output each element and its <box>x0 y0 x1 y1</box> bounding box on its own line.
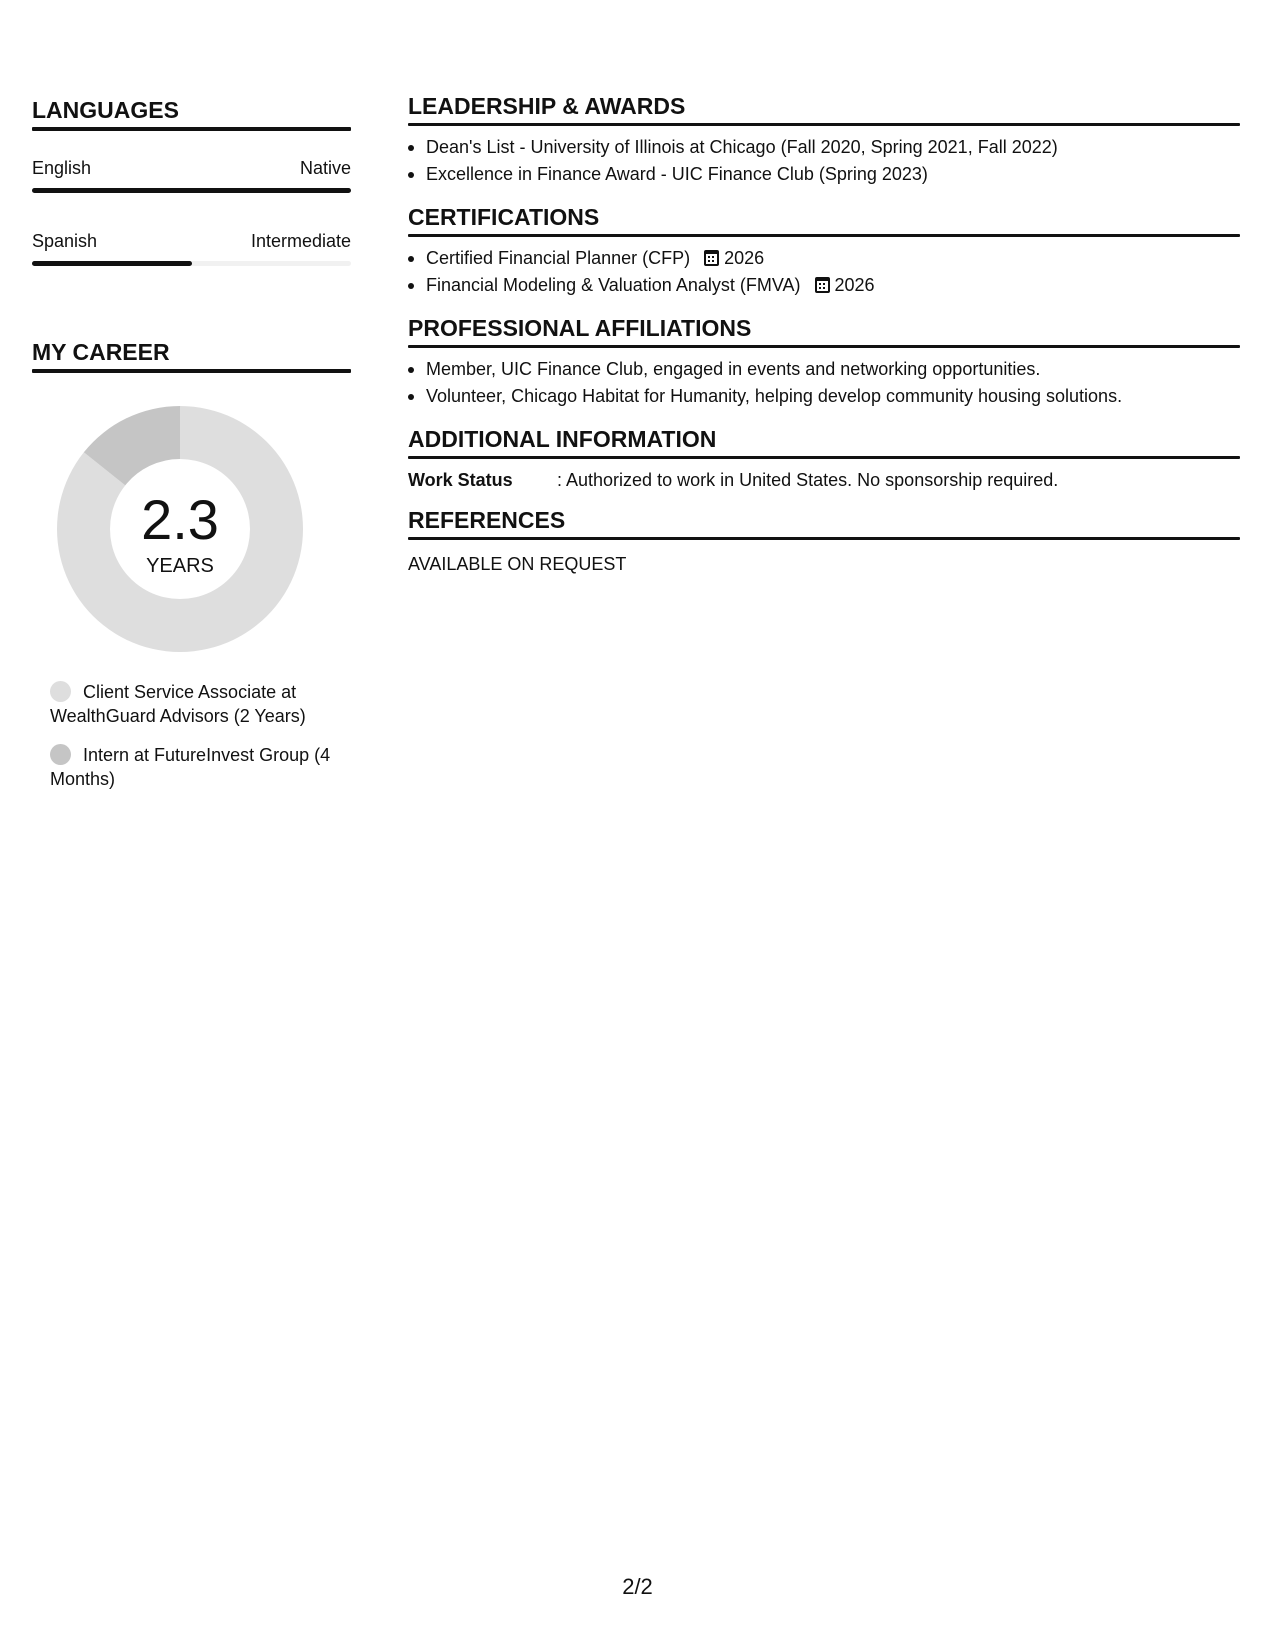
info-row <box>408 468 1240 492</box>
list-item: Member, UIC Finance Club, engaged in events and networking opportunities. <box>408 356 1240 383</box>
affiliations-list <box>408 356 1240 410</box>
leadership-rule <box>408 123 1240 126</box>
certifications-list <box>408 245 1240 299</box>
career-total-value: 2.3 <box>141 488 219 551</box>
leadership-title: LEADERSHIP & AWARDS <box>408 93 686 119</box>
language-name: Spanish <box>32 231 98 251</box>
legend-item <box>50 743 340 791</box>
career-title: MY CAREER <box>32 339 170 365</box>
career-rule <box>32 369 351 373</box>
legend-item <box>50 680 340 728</box>
references-section <box>408 506 1240 576</box>
language-item <box>32 157 351 193</box>
legend-dot <box>50 681 71 702</box>
additional-rule <box>408 456 1240 459</box>
certifications-title: CERTIFICATIONS <box>408 204 600 230</box>
leadership-section <box>408 92 1240 188</box>
references-text: AVAILABLE ON REQUEST <box>408 554 627 574</box>
language-name: English <box>32 158 92 178</box>
language-proficiency-bar <box>32 188 351 193</box>
languages-rule <box>32 127 351 131</box>
career-donut-chart <box>57 406 303 652</box>
sidebar <box>32 96 351 791</box>
language-item <box>32 230 351 266</box>
certification-name: Financial Modeling & Valuation Analyst (FMVA) <box>426 275 801 295</box>
certifications-section <box>408 203 1240 299</box>
languages-section <box>32 96 351 266</box>
info-key: Work Status <box>408 470 513 490</box>
page-number: 2/2 <box>622 1574 653 1599</box>
list-item: Excellence in Finance Award - UIC Finance Club (Spring 2023) <box>408 161 1240 188</box>
affiliations-section <box>408 314 1240 410</box>
language-proficiency-fill <box>32 261 192 266</box>
certification-year: 2026 <box>724 248 765 268</box>
legend-label: Intern at FutureInvest Group (4 Months) <box>50 745 331 789</box>
affiliations-title: PROFESSIONAL AFFILIATIONS <box>408 315 752 341</box>
certification-name: Certified Financial Planner (CFP) <box>426 248 691 268</box>
language-level: Native <box>299 158 351 178</box>
list-item: Volunteer, Chicago Habitat for Humanity, helping develop community housing solutions. <box>408 383 1240 410</box>
list-item <box>408 272 1240 299</box>
legend-dot <box>50 744 71 765</box>
references-title: REFERENCES <box>408 507 566 533</box>
language-proficiency-fill <box>32 188 351 193</box>
language-proficiency-bar <box>32 261 351 266</box>
additional-title: ADDITIONAL INFORMATION <box>408 426 717 452</box>
main-content <box>408 92 1240 576</box>
list-item: Dean's List - University of Illinois at Chicago (Fall 2020, Spring 2021, Fall 2022) <box>408 134 1240 161</box>
info-value: : Authorized to work in United States. No sponsorship required. <box>557 470 1059 490</box>
certification-year: 2026 <box>834 275 875 295</box>
career-section <box>32 338 351 791</box>
language-level: Intermediate <box>250 231 351 251</box>
certifications-rule <box>408 234 1240 237</box>
career-legend <box>32 680 351 791</box>
languages-title: LANGUAGES <box>32 97 179 123</box>
leadership-list <box>408 134 1240 188</box>
donut-center <box>57 406 303 652</box>
career-total-unit: YEARS <box>146 555 214 577</box>
legend-label: Client Service Associate at WealthGuard Advisors (2 Years) <box>50 682 306 726</box>
additional-section <box>408 425 1240 492</box>
list-item <box>408 245 1240 272</box>
references-rule <box>408 537 1240 540</box>
affiliations-rule <box>408 345 1240 348</box>
calendar-icon <box>815 277 830 293</box>
calendar-icon <box>704 250 719 266</box>
